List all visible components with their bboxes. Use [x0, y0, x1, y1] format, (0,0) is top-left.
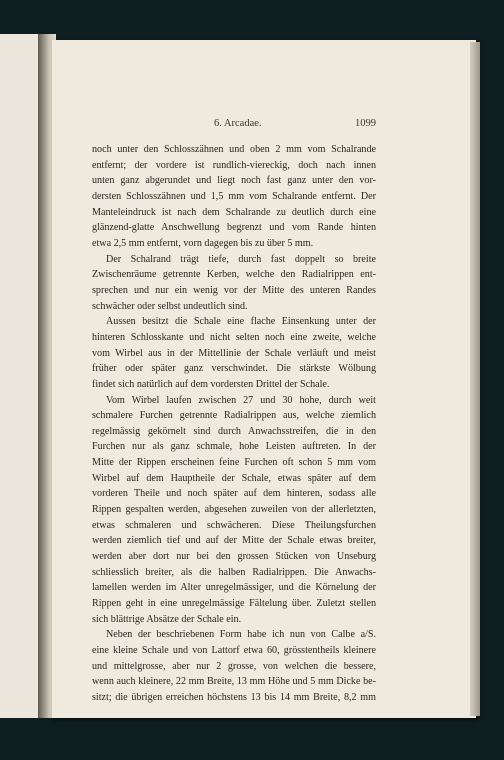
previous-page-edge: [0, 34, 40, 718]
text-line: Rippen gespalten werden, abgesehen zuweilen von der allerletzten,: [92, 504, 376, 516]
text-line: Furchen nur als ganz schmale, hohe Leisten auftreten. In der: [92, 441, 376, 453]
text-line: regelmässig gekörnelt sind durch Anwachsstreifen, die in den: [92, 425, 376, 437]
text-line: werden aber dort nur bei den grossen Stücken von Unseburg: [92, 551, 376, 563]
text-line: noch unter den Schlosszähnen und oben 2 mm vom Schalrande: [92, 144, 376, 155]
text-line: sprechen und nur ein wenig vor der Mitte des unteren Randes: [92, 284, 376, 296]
text-line: sich blättrige Absätze der Schale ein.: [92, 613, 242, 625]
text-line: Rippen geht in eine unregelmässige Fältelung über. Zuletzt stellen: [92, 598, 376, 610]
text-line: früher oder später ganz verschwindet. Die stärkste Wölbung: [92, 363, 376, 375]
text-line: Neben der beschriebenen Form habe ich nun von Calbe a/S.: [106, 629, 376, 641]
text-line: etwa 2,5 mm entfernt, vorn dagegen bis zu über 5 mm.: [92, 237, 314, 249]
paragraph: [92, 314, 376, 392]
text-line: Zwischenräume getrennte Kerben, welche den Radialrippen ent-: [92, 269, 376, 281]
text-line: entfernt; der vordere ist rundlich-viereckig, doch nach innen: [92, 159, 376, 171]
body-text: [92, 142, 376, 706]
text-line: schmalere Furchen getrennte Radialrippen aus, welche ziemlich: [92, 410, 376, 422]
text-line: Aussen besitzt die Schale eine flache Einsenkung unter der: [106, 316, 376, 328]
text-line: Mitte der Rippen erscheinen feine Furchen oft schon 5 mm vom: [92, 457, 376, 469]
text-line: dersten Schlosszähnen und 1,5 mm vom Schalrande entfernt. Der: [92, 190, 376, 202]
paragraph: [92, 252, 376, 315]
text-line: Wirbel auf dem Hauptheile der Schale, etwas später auf dem: [92, 472, 376, 484]
text-line: hinteren Schlosskante und nicht selten noch eine zweite, welche: [92, 331, 376, 343]
page-number: 1099: [355, 118, 376, 129]
text-line: eine kleine Schale und von Lattorf etwa 60, grösstentheils kleinere: [92, 645, 376, 656]
text-line: lamellen werden im Alter unregelmässiger, und die Körnelung der: [92, 582, 376, 594]
paragraph: [92, 393, 376, 628]
paragraph: [92, 627, 376, 705]
running-title: 6. Arcadae.: [214, 118, 262, 129]
text-line: schwächer oder selbst undeutlich sind.: [92, 300, 248, 312]
text-line: werden ziemlich tief und auf der Mitte der Schale etwas breiter,: [92, 535, 376, 547]
text-line: unten ganz abgerundet und liegt noch fast ganz unter den vor-: [92, 175, 376, 187]
text-line: vorderen Theile und noch später auf dem hinteren, sodass alle: [92, 488, 376, 500]
text-line: sitzt; die übrigen erreichen höchstens 13 bis 14 mm Breite, 8,2 mm: [92, 691, 376, 703]
text-line: etwas schmaleren und schwächeren. Diese Theilungsfurchen: [92, 519, 376, 531]
text-line: glänzend-glatte Anschwellung begrenzt und vom Rande hinten: [92, 222, 376, 234]
page-stack-edge: [470, 42, 480, 716]
text-line: und mittelgrosse, aber nur 2 grosse, von welchen die bessere,: [92, 660, 376, 672]
text-line: vom Wirbel aus in der Mittellinie der Schale verläuft und meist: [92, 347, 376, 359]
text-line: Manteleindruck ist nach dem Schalrande zu deutlich durch eine: [92, 206, 376, 218]
paragraph: [92, 142, 376, 252]
text-line: wenn auch kleinere, 22 mm Breite, 13 mm Höhe und 5 mm Dicke be-: [92, 676, 376, 688]
text-line: findet sich natürlich auf dem vordersten Drittel der Schale.: [92, 378, 330, 390]
text-line: schliesslich breiter, als die halben Radialrippen. Die Anwachs-: [92, 566, 376, 578]
text-line: Vom Wirbel laufen zwischen 27 und 30 hohe, durch weit: [106, 394, 376, 406]
text-line: Der Schalrand trägt tiefe, durch fast doppelt so breite: [106, 253, 376, 265]
